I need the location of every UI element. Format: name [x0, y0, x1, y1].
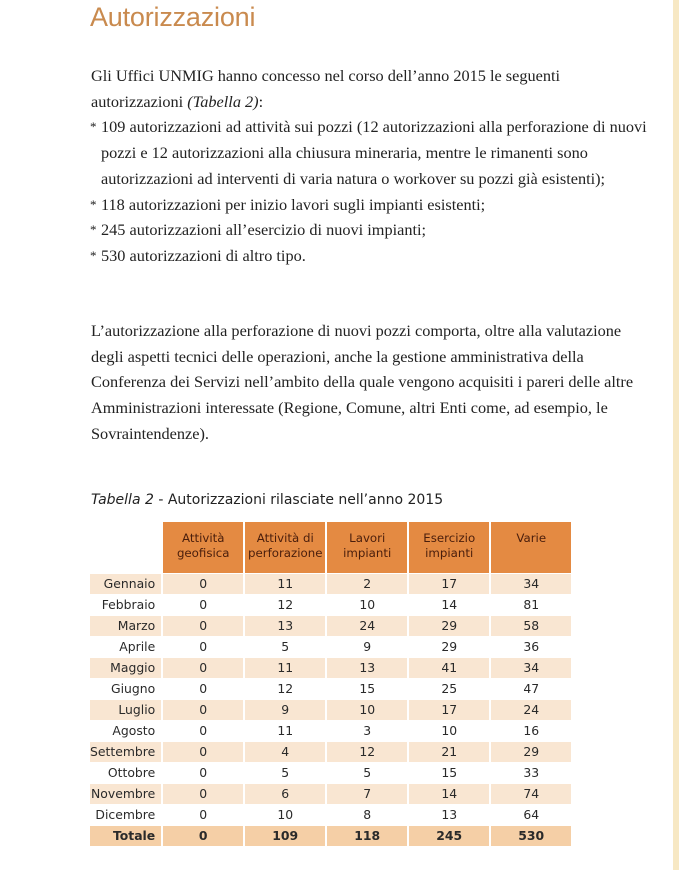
value-cell: 0	[163, 784, 243, 804]
value-cell: 81	[523, 597, 540, 612]
value-cell: 0	[163, 616, 243, 636]
value-cell: 10	[441, 723, 458, 738]
table-row	[90, 574, 571, 594]
value-cell: 3	[363, 723, 372, 738]
list-item-text: 109 autorizzazioni ad attività sui pozzi (12 autorizzazioni alla perforazione di nuovi pozzi e 12 autorizzazioni alla chiusura mineraria, mentre le rimanenti sono autorizzazioni ad interventi di varia natura o workover su pozzi già esistenti);	[101, 117, 647, 188]
list-item	[91, 192, 651, 218]
value-cell: 24	[491, 700, 571, 720]
total-value-cell: 118	[327, 826, 407, 846]
list-item	[91, 243, 651, 269]
asterisk-bullet-icon: *	[90, 222, 97, 238]
value-cell: 17	[409, 574, 489, 594]
value-cell: 15	[359, 681, 376, 696]
value-cell: 6	[245, 784, 325, 804]
value-cell: 0	[199, 807, 208, 822]
value-cell: 10	[359, 597, 376, 612]
column-header-geofisica: Attività geofisica	[163, 522, 243, 573]
value-cell: 11	[277, 723, 294, 738]
month-cell: Dicembre	[95, 807, 156, 822]
asterisk-bullet-icon: *	[90, 247, 97, 263]
total-value-cell: 0	[163, 826, 243, 846]
column-header-esercizio-impianti: Esercizio impianti	[409, 522, 489, 573]
list-item-text: 118 autorizzazioni per inizio lavori sugli impianti esistenti;	[101, 194, 486, 214]
value-cell: 12	[327, 742, 407, 762]
table-row	[90, 742, 571, 762]
month-cell: Agosto	[112, 723, 156, 738]
column-header-varie: Varie	[491, 522, 571, 573]
list-item-text: 245 autorizzazioni all’esercizio di nuovi impianti;	[101, 220, 427, 240]
asterisk-bullet-icon: *	[90, 119, 97, 135]
value-cell: 14	[441, 597, 458, 612]
total-value-cell: 245	[409, 826, 489, 846]
month-cell: Giugno	[111, 681, 156, 696]
month-cell: Luglio	[90, 700, 161, 720]
value-cell: 5	[363, 765, 372, 780]
value-cell: 47	[523, 681, 540, 696]
value-cell: 11	[245, 574, 325, 594]
authorizations-table	[88, 521, 573, 847]
value-cell: 16	[523, 723, 540, 738]
table-row	[90, 763, 571, 783]
table-caption-text: - Autorizzazioni rilasciate nell’anno 2015	[153, 492, 444, 508]
total-label-cell: Totale	[90, 826, 161, 846]
month-cell: Aprile	[119, 639, 156, 654]
value-cell: 15	[441, 765, 458, 780]
value-cell: 74	[491, 784, 571, 804]
value-cell: 12	[277, 681, 294, 696]
value-cell: 14	[409, 784, 489, 804]
value-cell: 9	[245, 700, 325, 720]
value-cell: 0	[199, 639, 208, 654]
value-cell: 13	[441, 807, 458, 822]
value-cell: 29	[409, 616, 489, 636]
table-row	[90, 784, 571, 804]
value-cell: 0	[199, 765, 208, 780]
value-cell: 13	[327, 658, 407, 678]
value-cell: 29	[491, 742, 571, 762]
table-row	[90, 616, 571, 636]
table-row	[90, 805, 571, 825]
intro-text: Gli Uffici UNMIG hanno concesso nel corso dell’anno 2015 le seguenti autorizzazioni	[91, 66, 561, 111]
table-header-row	[90, 522, 571, 573]
month-cell: Maggio	[90, 658, 161, 678]
value-cell: 9	[363, 639, 372, 654]
month-cell: Febbraio	[101, 597, 156, 612]
value-cell: 64	[523, 807, 540, 822]
value-cell: 25	[441, 681, 458, 696]
value-cell: 8	[363, 807, 372, 822]
table-total-row	[90, 826, 571, 846]
value-cell: 0	[199, 597, 208, 612]
table-reference: (Tabella 2)	[187, 91, 259, 111]
table-row	[90, 679, 571, 699]
table-caption-label: Tabella 2	[91, 492, 154, 508]
value-cell: 21	[409, 742, 489, 762]
value-cell: 11	[245, 658, 325, 678]
table-row	[90, 700, 571, 720]
value-cell: 36	[523, 639, 540, 654]
table-row	[90, 721, 571, 741]
value-cell: 10	[277, 807, 294, 822]
value-cell: 58	[491, 616, 571, 636]
value-cell: 5	[281, 639, 290, 654]
table-row	[90, 595, 571, 615]
value-cell: 0	[199, 681, 208, 696]
total-value-cell: 109	[245, 826, 325, 846]
asterisk-bullet-icon: *	[90, 196, 97, 212]
value-cell: 17	[409, 700, 489, 720]
intro-section	[91, 63, 651, 269]
month-cell: Settembre	[90, 742, 161, 762]
value-cell: 24	[327, 616, 407, 636]
value-cell: 34	[491, 658, 571, 678]
month-cell: Novembre	[90, 784, 161, 804]
list-item	[91, 114, 651, 191]
header-blank-cell	[90, 522, 161, 573]
value-cell: 33	[523, 765, 540, 780]
value-cell: 13	[245, 616, 325, 636]
value-cell: 5	[281, 765, 290, 780]
value-cell: 34	[491, 574, 571, 594]
column-header-lavori-impianti: Lavori impianti	[327, 522, 407, 573]
value-cell: 0	[163, 574, 243, 594]
table-row	[90, 637, 571, 657]
value-cell: 7	[327, 784, 407, 804]
value-cell: 0	[199, 723, 208, 738]
total-value-cell: 530	[491, 826, 571, 846]
value-cell: 29	[441, 639, 458, 654]
table-row	[90, 658, 571, 678]
table-caption	[91, 492, 443, 508]
authorization-list	[91, 114, 651, 268]
month-cell: Gennaio	[90, 574, 161, 594]
page-edge-strip	[673, 0, 679, 870]
value-cell: 12	[277, 597, 294, 612]
value-cell: 4	[245, 742, 325, 762]
list-item-text: 530 autorizzazioni di altro tipo.	[101, 245, 306, 265]
value-cell: 2	[327, 574, 407, 594]
value-cell: 0	[163, 700, 243, 720]
list-item	[91, 217, 651, 243]
column-header-perforazione: Attività di perforazione	[245, 522, 325, 573]
intro-colon: :	[258, 91, 264, 111]
intro-paragraph	[91, 63, 651, 114]
value-cell: 0	[163, 742, 243, 762]
month-cell: Ottobre	[107, 765, 156, 780]
drilling-paragraph: L’autorizzazione alla perforazione di nuovi pozzi comporta, oltre alla valutazione degli aspetti tecnici delle operazioni, anche la gestione amministrativa della Conferenza dei Servizi nell’ambito della quale vengono acquisiti i pareri delle altre Amministrazioni interessate (Regione, Comune, altri Enti come, ad esempio, le Sovraintendenze).	[91, 321, 634, 443]
month-cell: Marzo	[90, 616, 161, 636]
value-cell: 41	[409, 658, 489, 678]
page-title: Autorizzazioni	[90, 2, 256, 32]
value-cell: 10	[327, 700, 407, 720]
value-cell: 0	[163, 658, 243, 678]
